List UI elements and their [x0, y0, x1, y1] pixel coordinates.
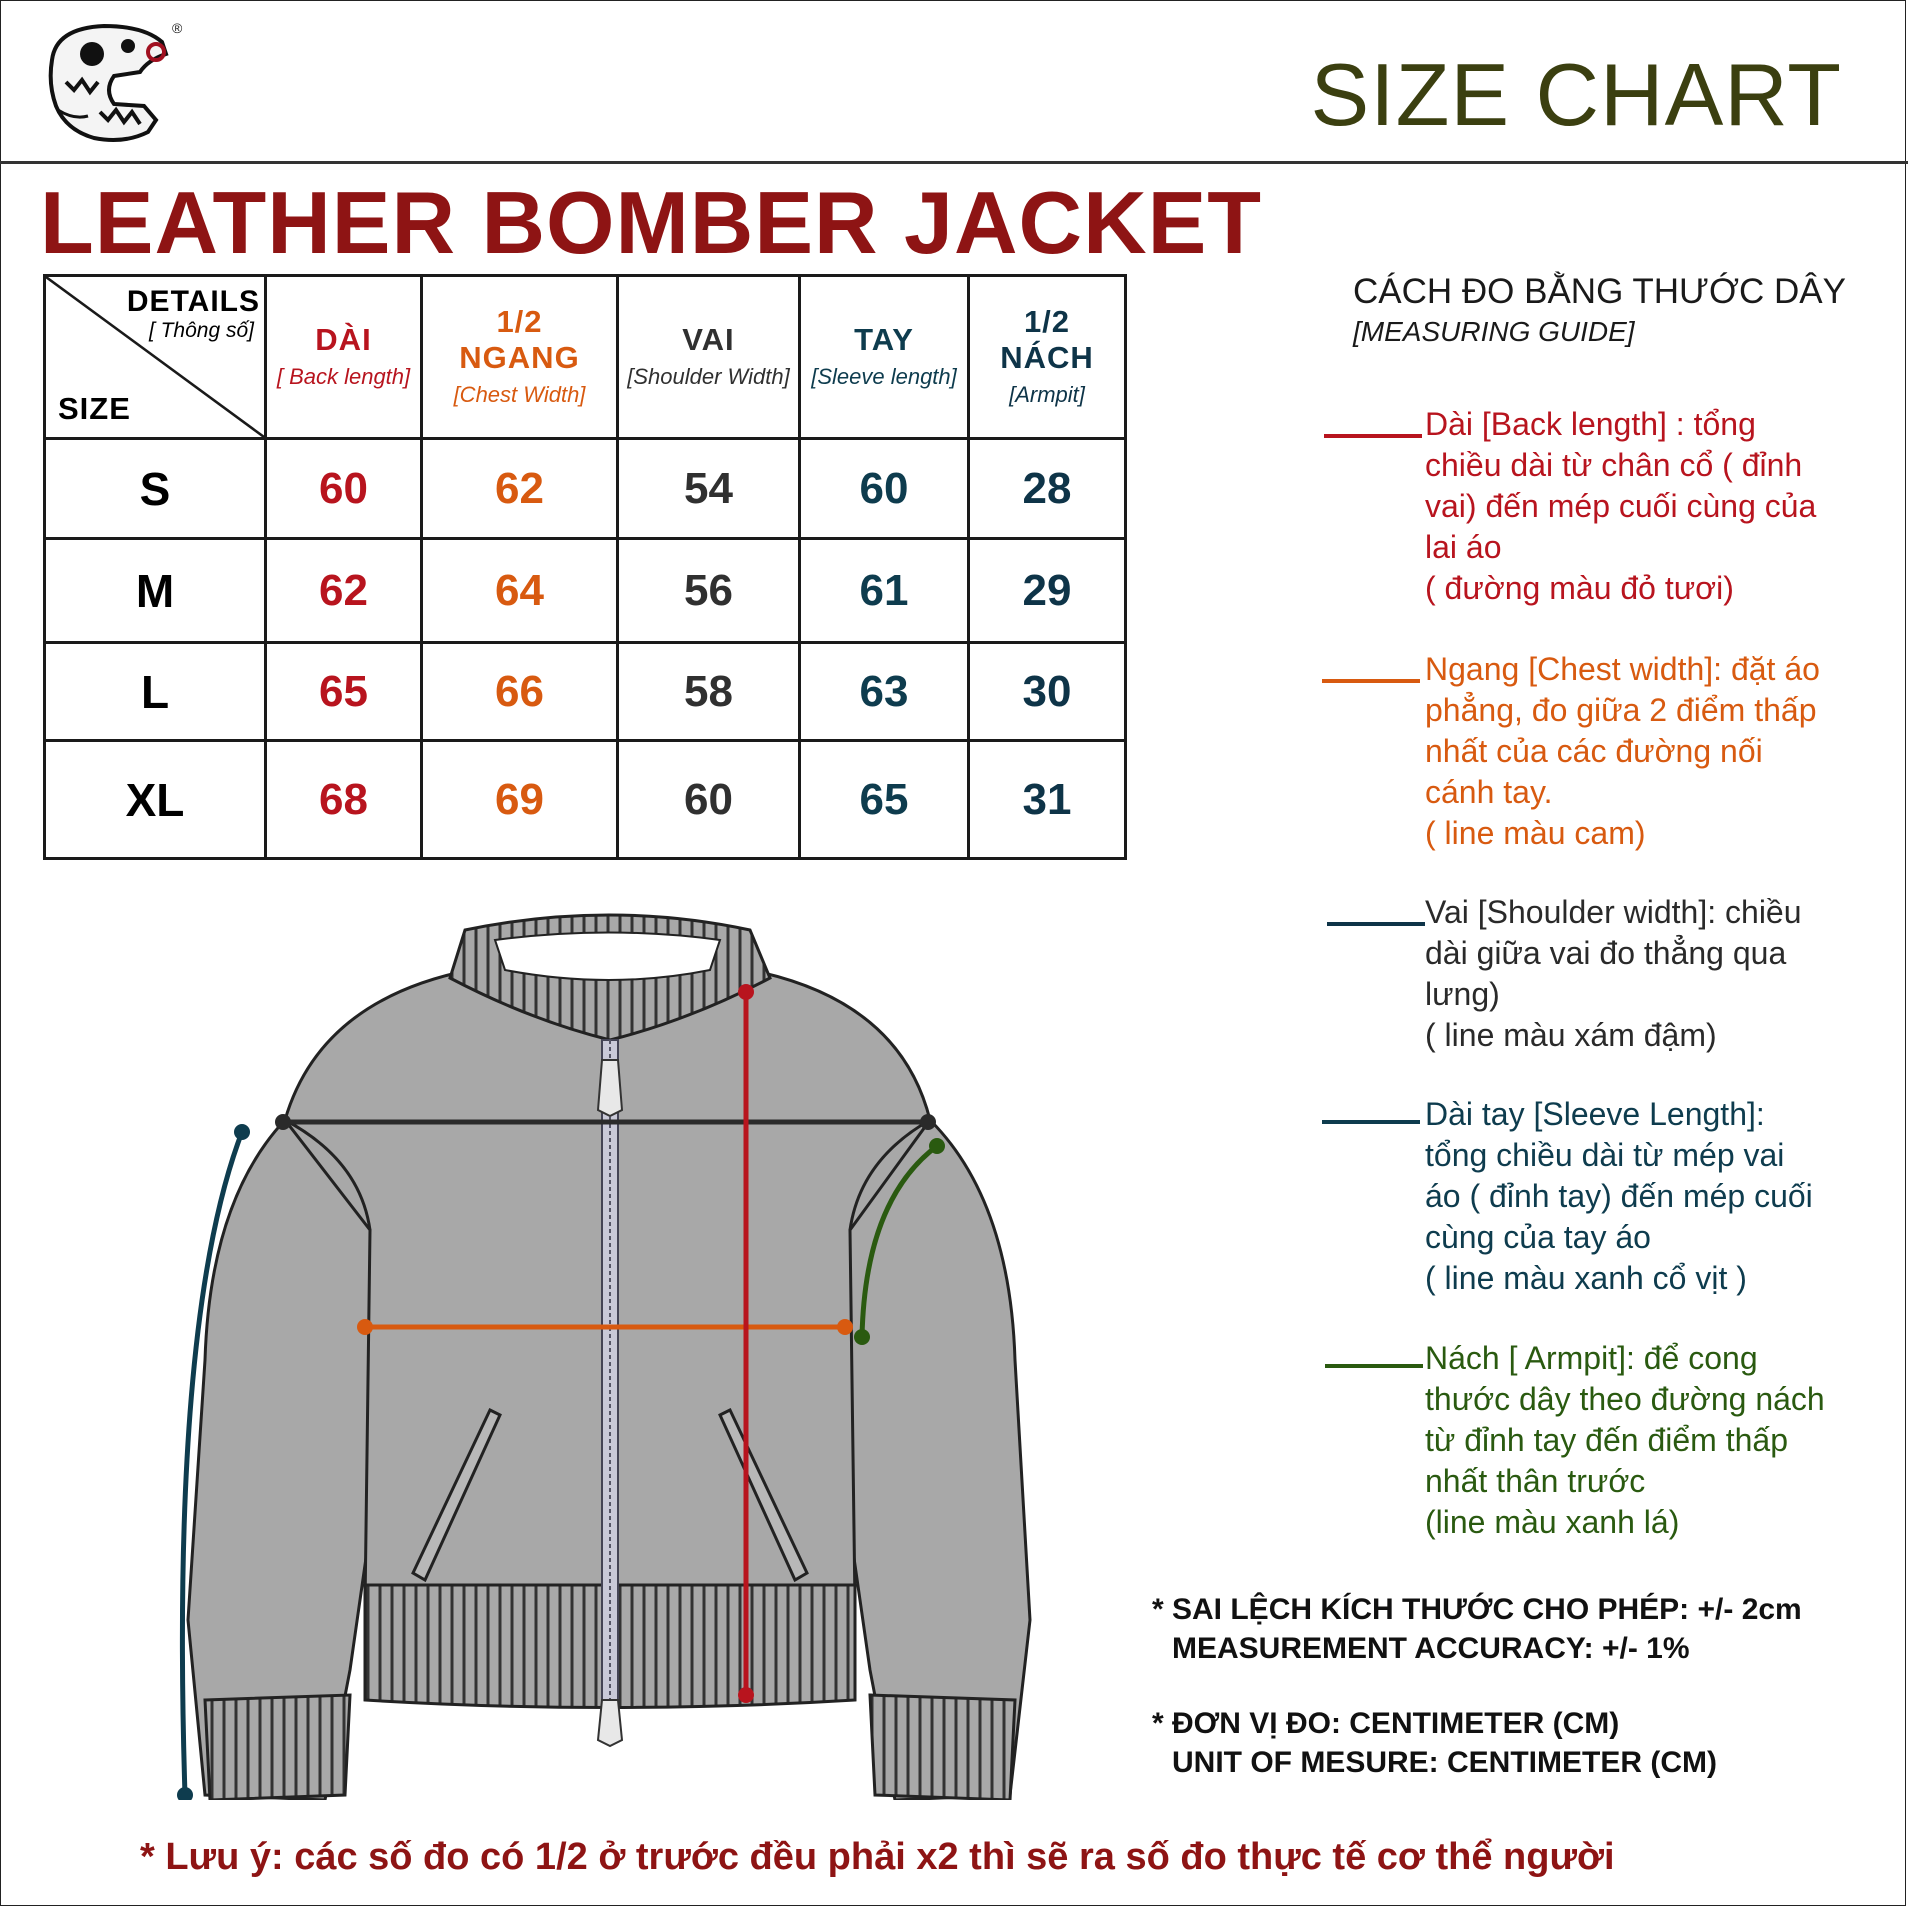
guide-swatch-back-length	[1324, 434, 1422, 438]
column-header-armpit	[969, 276, 1126, 439]
guide-text-line: Nách [ Armpit]: để cong	[1425, 1340, 1758, 1376]
table-corner-cell	[45, 276, 266, 439]
value-cell: 31	[969, 741, 1126, 859]
size-cell: L	[45, 643, 266, 741]
table-row	[45, 643, 1126, 741]
guide-text-line: Ngang [Chest width]: đặt áo	[1425, 651, 1820, 687]
value-cell: 62	[422, 439, 618, 539]
column-header-sleeve-length	[800, 276, 969, 439]
guide-text-line: lai áo	[1425, 529, 1502, 565]
value-cell: 65	[800, 741, 969, 859]
value-cell: 60	[266, 439, 422, 539]
value-cell: 58	[618, 643, 800, 741]
product-name: LEATHER BOMBER JACKET	[40, 173, 1263, 272]
guide-item-armpit	[1425, 1338, 1865, 1543]
guide-text-line: ( line màu xám đậm)	[1425, 1017, 1717, 1053]
column-header-top: 1/2	[1023, 304, 1071, 339]
table-row	[45, 741, 1126, 859]
guide-text-line: vai) đến mép cuối cùng của	[1425, 488, 1817, 524]
guide-swatch-chest-width	[1322, 679, 1420, 683]
column-header-sub: [Chest Width]	[453, 382, 586, 407]
unit-note-vi: * ĐƠN VỊ ĐO: CENTIMETER (CM)	[1152, 1707, 1620, 1740]
guide-swatch-sleeve-length	[1322, 1120, 1420, 1124]
page-title: SIZE CHART	[1310, 45, 1842, 144]
guide-item-shoulder-width	[1425, 892, 1865, 1056]
column-header-main: NGANG	[459, 340, 580, 375]
guide-text-line: (line màu xanh lá)	[1425, 1504, 1680, 1540]
column-header-main: TAY	[854, 322, 914, 357]
details-sub-label: [ Thông số]	[148, 319, 254, 342]
column-header-sub: [Sleeve length]	[811, 364, 957, 389]
value-cell: 61	[800, 539, 969, 643]
guide-text-line: dài giữa vai đo thẳng qua	[1425, 935, 1787, 971]
guide-text-line: Vai [Shoulder width]: chiều	[1425, 894, 1802, 930]
guide-item-sleeve-length	[1425, 1094, 1865, 1299]
size-cell: XL	[45, 741, 266, 859]
unit-note	[1152, 1704, 1717, 1782]
guide-text-line: Dài [Back length] : tổng	[1425, 406, 1756, 442]
value-cell: 63	[800, 643, 969, 741]
value-cell: 69	[422, 741, 618, 859]
guide-text-line: lưng)	[1425, 976, 1500, 1012]
value-cell: 56	[618, 539, 800, 643]
table-row	[45, 539, 1126, 643]
accuracy-note-vi: * SAI LỆCH KÍCH THƯỚC CHO PHÉP: +/- 2cm	[1152, 1593, 1802, 1626]
accuracy-note-en: MEASUREMENT ACCURACY: +/- 1%	[1172, 1632, 1690, 1665]
table-header-row	[45, 276, 1126, 439]
accuracy-note	[1152, 1590, 1802, 1668]
table-row	[45, 439, 1126, 539]
size-label: SIZE	[58, 391, 131, 426]
value-cell: 30	[969, 643, 1126, 741]
guide-text-line: Dài tay [Sleeve Length]:	[1425, 1096, 1765, 1132]
column-header-sub: [ Back length]	[276, 364, 411, 389]
size-cell: M	[45, 539, 266, 643]
value-cell: 68	[266, 741, 422, 859]
value-cell: 62	[266, 539, 422, 643]
column-header-shoulder-width	[618, 276, 800, 439]
column-header-back-length	[266, 276, 422, 439]
value-cell: 28	[969, 439, 1126, 539]
column-header-main: NÁCH	[1000, 340, 1094, 375]
guide-text-line: cánh tay.	[1425, 774, 1553, 810]
value-cell: 64	[422, 539, 618, 643]
guide-text-line: thước dây theo đường nách	[1425, 1381, 1825, 1417]
t-rex-skull-logo-icon	[44, 20, 174, 150]
details-label: DETAILS	[126, 285, 260, 318]
column-header-top: 1/2	[496, 304, 543, 339]
guide-text-line: nhất thân trước	[1425, 1463, 1646, 1499]
value-cell: 29	[969, 539, 1126, 643]
guide-text-line: nhất của các đường nối	[1425, 733, 1763, 769]
column-header-sub: [Shoulder Width]	[627, 364, 790, 389]
value-cell: 60	[618, 741, 800, 859]
registered-mark: ®	[172, 20, 183, 36]
guide-text-line: ( line màu xanh cổ vịt )	[1425, 1260, 1747, 1296]
guide-text-line: cùng của tay áo	[1425, 1219, 1651, 1255]
guide-text-line: áo ( đỉnh tay) đến mép cuối	[1425, 1178, 1813, 1214]
guide-item-chest-width	[1425, 649, 1865, 854]
value-cell: 65	[266, 643, 422, 741]
header-divider	[0, 161, 1908, 164]
guide-text-line: tổng chiều dài từ mép vai	[1425, 1137, 1785, 1173]
footer-note: * Lưu ý: các số đo có 1/2 ở trước đều phải x2 thì sẽ ra số đo thực tế cơ thể người	[140, 1836, 1615, 1878]
guide-text-line: phẳng, đo giữa 2 điểm thấp	[1425, 692, 1817, 728]
guide-item-back-length	[1425, 404, 1865, 609]
bomber-jacket-icon	[150, 900, 1050, 1800]
guide-title: CÁCH ĐO BẰNG THƯỚC DÂY	[1353, 272, 1846, 311]
guide-text-line: ( line màu cam)	[1425, 815, 1646, 851]
value-cell: 54	[618, 439, 800, 539]
value-cell: 60	[800, 439, 969, 539]
guide-subtitle: [MEASURING GUIDE]	[1353, 316, 1635, 347]
guide-swatch-shoulder-width	[1327, 922, 1425, 926]
column-header-main: DÀI	[315, 322, 372, 357]
size-cell: S	[45, 439, 266, 539]
guide-text-line: ( đường màu đỏ tươi)	[1425, 570, 1734, 606]
guide-text-line: chiều dài từ chân cổ ( đỉnh	[1425, 447, 1803, 483]
unit-note-en: UNIT OF MESURE: CENTIMETER (CM)	[1172, 1746, 1717, 1779]
column-header-sub: [Armpit]	[1009, 382, 1085, 407]
column-header-main: VAI	[682, 322, 735, 357]
value-cell: 66	[422, 643, 618, 741]
guide-swatch-armpit	[1325, 1364, 1423, 1368]
size-table	[43, 274, 1127, 860]
column-header-chest-width	[422, 276, 618, 439]
guide-text-line: từ đỉnh tay đến điểm thấp	[1425, 1422, 1788, 1458]
